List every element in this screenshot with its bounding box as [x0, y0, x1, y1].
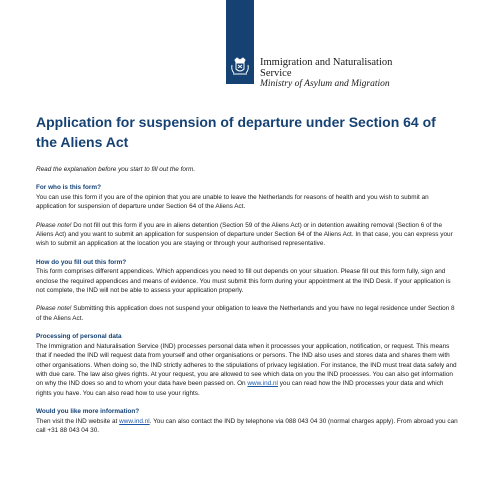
- note-detention-text: Do not fill out this form if you are in aliens detention (Section 59 of the Aliens Act) or in detention awaiting removal (Section 6 of the Aliens Act) and you want to submit an application for suspension of departure under Section 64 of the Aliens Act. In that case, you can express your wish to submit an application at the location you are staying or through your authorised representative.: [36, 221, 453, 248]
- section-privacy-text: [36, 342, 458, 398]
- section-who-heading: For who is this form?: [36, 184, 101, 192]
- section-how-text: This form comprises different appendices. Which appendices you need to fill out depends on your situation. Please fill out this form fully, sign and enclose the required appendices and means of evidence. You must submit this form during your appointment at the IND Desk. If your application is not complete, the IND will not be able to assess your application properly.: [36, 268, 451, 295]
- organisation-name: [260, 57, 392, 90]
- form-explanation: [36, 165, 458, 444]
- note-obligation-label: Please note!: [36, 305, 72, 313]
- note-detention-label: Please note!: [36, 221, 72, 229]
- ind-website-link[interactable]: www.ind.nl: [119, 417, 150, 425]
- note-obligation: [36, 304, 458, 323]
- more-info-text-end: . You can also contact the IND by telephone via 088 043 04 30 (normal charges apply). From abroad you can call +31 88 043 04 30.: [36, 417, 458, 434]
- org-name-line1: Immigration and Naturalisation: [260, 57, 393, 68]
- org-name-line2: Service: [260, 68, 292, 79]
- intro-text: Read the explanation before you start to fill out the form.: [36, 166, 196, 173]
- section-how-heading: How do you fill out this form?: [36, 258, 127, 266]
- coat-of-arms-icon: [229, 56, 251, 78]
- section-who-text: You can use this form if you are of the opinion that you are unable to leave the Netherlands for reasons of health and you wish to submit an application for suspension of departure under Section 64 of the Aliens Act.: [36, 193, 429, 211]
- section-who: [36, 183, 458, 211]
- section-privacy: [36, 332, 458, 398]
- page-title: Application for suspension of departure under Section 64 of the Aliens Act: [36, 114, 436, 150]
- section-how: [36, 258, 458, 296]
- ind-website-link[interactable]: www.ind.nl: [247, 380, 278, 388]
- section-privacy-heading: Processing of personal data: [36, 333, 122, 341]
- section-more-info-text: [36, 417, 458, 436]
- government-logo-band: [226, 0, 254, 84]
- privacy-text-start: The Immigration and Naturalisation Service (IND) processes personal data when it processes your application, notification, or request. This means that if needed the IND will request data from yourself and other organisations or persons. The IND also uses and stores data and shares them with other organisations. When doing so, the IND strictly adheres to the stipulations of privacy legislation. For instance, the IND must treat data safely and with due care. The law also gives rights. At your request, you are allowed to see which data on you the IND processes. You can also get information on why the IND does so and to whom your data have been passed on. On: [36, 342, 457, 388]
- section-more-info: [36, 407, 458, 435]
- section-more-info-heading: Would you like more information?: [36, 408, 140, 416]
- more-info-text-start: Then visit the IND website at: [36, 417, 120, 425]
- ministry-name: Ministry of Asylum and Migration: [260, 79, 390, 89]
- note-detention: [36, 221, 458, 249]
- note-obligation-text: Submitting this application does not suspend your obligation to leave the Netherlands and you have no legal residence under Section 8 of the Aliens Act.: [36, 305, 455, 322]
- privacy-text-end: you can read how the IND processes your data and which rights you have. You can also read how to use your rights.: [36, 380, 444, 397]
